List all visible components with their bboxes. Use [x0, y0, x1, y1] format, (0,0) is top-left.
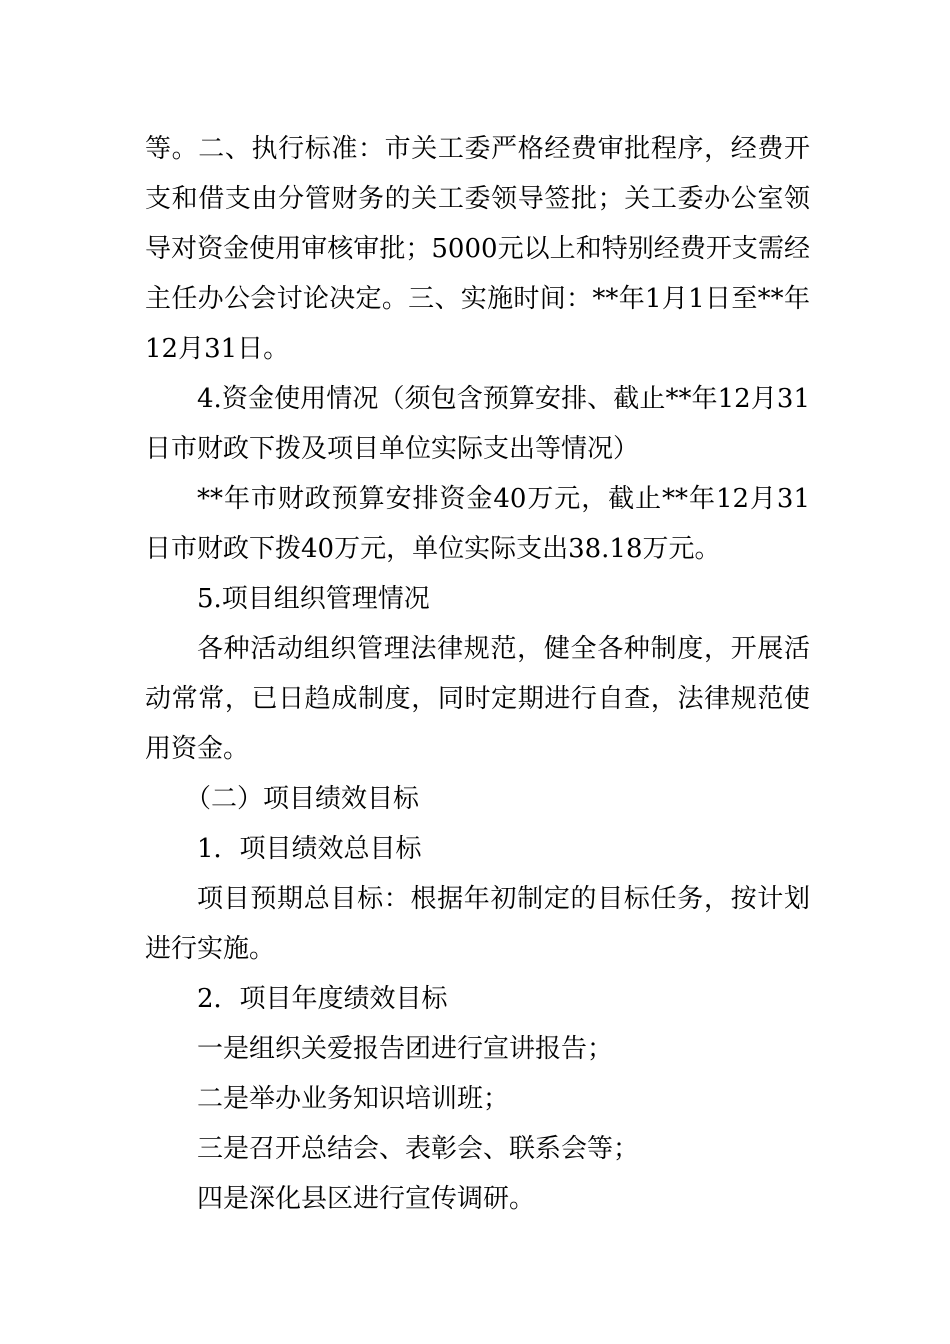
paragraph-management: 各种活动组织管理法律规范，健全各种制度，开展活动常常，已日趋成制度，同时定期进行自查，法律规范使用资金。 — [145, 634, 810, 764]
list-item-goal-4: 四是深化县区进行宣传调研。 — [197, 1184, 536, 1214]
paragraph-management-heading: 5.项目组织管理情况 — [197, 584, 430, 614]
paragraph-overall-goal: 项目预期总目标：根据年初制定的目标任务，按计划进行实施。 — [145, 884, 810, 964]
paragraph-fund-usage-heading: 4.资金使用情况（须包含预算安排、截止**年12月31日市财政下拨及项目单位实际支出等情况） — [145, 384, 810, 464]
list-item-goal-2: 二是举办业务知识培训班； — [197, 1084, 510, 1114]
document-body — [145, 124, 810, 1224]
list-item-goal-1: 一是组织关爱报告团进行宣讲报告； — [197, 1034, 614, 1064]
paragraph-overall-goal-heading: 1．项目绩效总目标 — [197, 834, 422, 864]
list-item-goal-3: 三是召开总结会、表彰会、联系会等； — [197, 1134, 640, 1164]
paragraph-execution-standard: 等。二、执行标准：市关工委严格经费审批程序，经费开支和借支由分管财务的关工委领导签批；关工委办公室领导对资金使用审核审批；5000元以上和特别经费开支需经主任办公会讨论决定。三、实施时间：**年1月1日至**年12月31日。 — [145, 134, 810, 364]
paragraph-fund-usage: **年市财政预算安排资金40万元，截止**年12月31日市财政下拨40万元，单位实际支出38.18万元。 — [145, 484, 810, 564]
paragraph-annual-goal-heading: 2．项目年度绩效目标 — [197, 984, 448, 1014]
section-heading-performance-goals: （二）项目绩效目标 — [185, 784, 420, 814]
